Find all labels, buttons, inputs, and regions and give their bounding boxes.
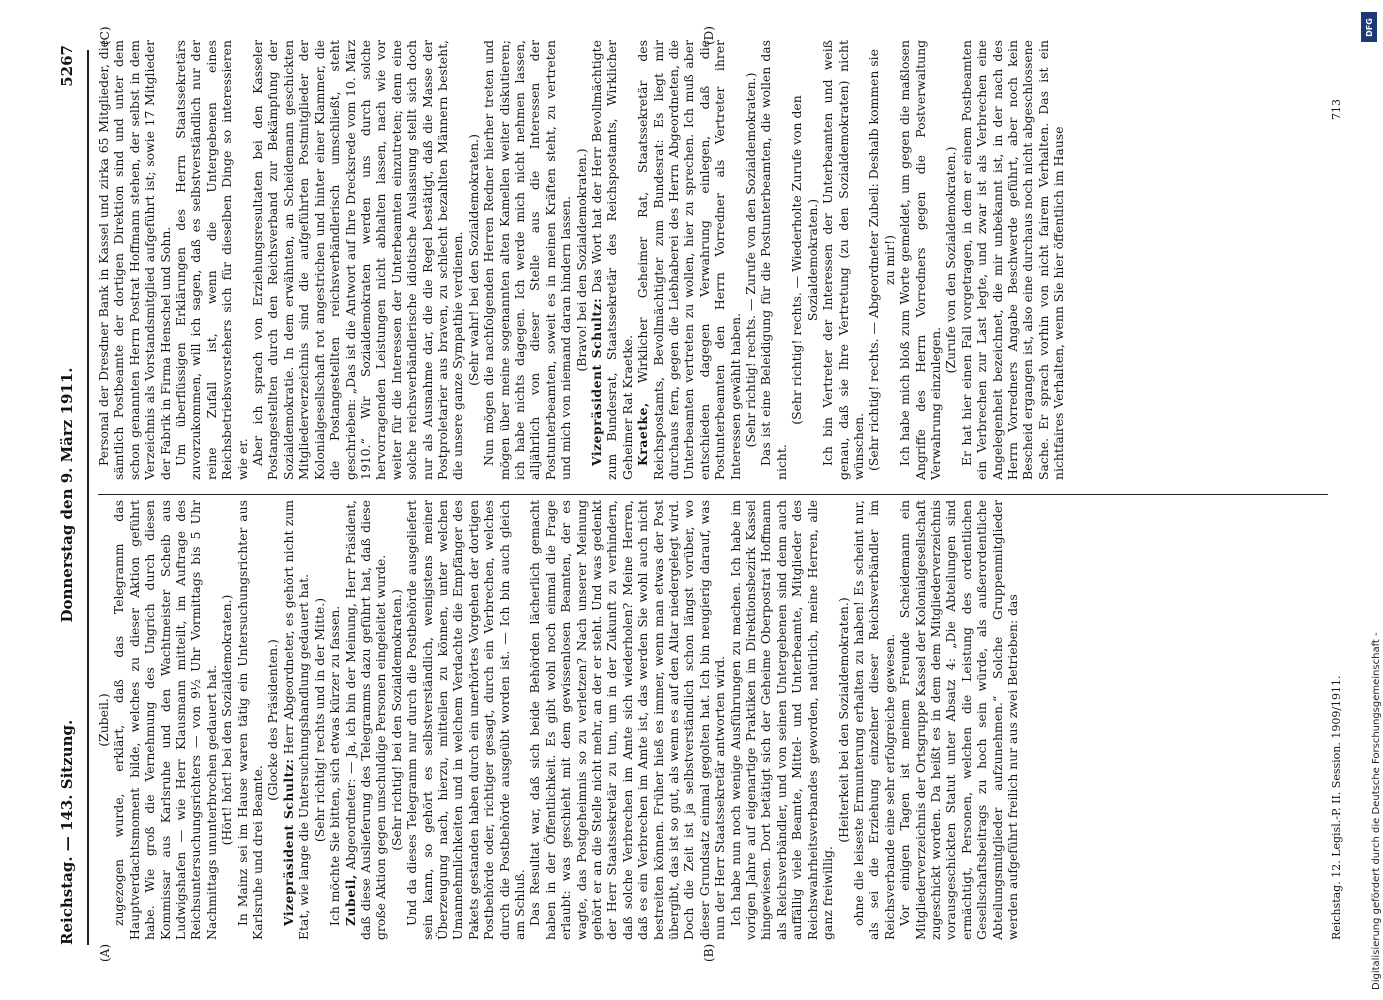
interjection: (Heiterkeit bei den Sozialdemokraten.) — [835, 597, 851, 843]
interjection: (Sehr richtig! rechts. — Abgeordneter Zubeil: Deshalb kommen sie zu mir!) — [866, 49, 897, 471]
speaker-paragraph — [281, 500, 312, 940]
speech-text: Herr Abgeordneter, es gehört nicht zum Etat, wie lange die Untersuchungshandlung gedauert hat. — [280, 500, 312, 940]
footer-legislature: Reichstag. 12. Legisl.-P. II. Session. 1909/1911. — [1330, 675, 1343, 940]
margin-marker-c: (C) — [98, 26, 112, 45]
margin-marker-a: (A) — [98, 943, 112, 962]
interjection: (Zurufe von den Sozialdemokraten.) — [943, 146, 959, 374]
paragraph: Um überflüssigen Erklärungen des Herrn Staatssekretärs zuvorzukommen, will ich sagen, daß es selbstverständlich nur der reine Zufall ist, wenn die Untergebenen eines Reichsbetriebsvorstehers sich für dieselben Dinge so interessieren wie er. — [173, 40, 250, 480]
footer-sheet-number: 713 — [1330, 99, 1343, 120]
header-session: Reichstag. — 143. Sitzung. — [58, 719, 76, 945]
speaker-name: Kraetke, — [635, 402, 651, 466]
speech-text: Abgeordneter: — Ja, ich bin der Meinung, Herr Präsident, daß diese Auslieferung des Telegramms dazu geführt hat, daß diese große Aktion gegen unschuldige Personen eingeleitet wurde. — [342, 500, 389, 940]
interjection: (Sehr richtig! rechts. — Wiederholte Zurufe von den Sozialdemokraten.) — [789, 95, 820, 425]
digitization-note-text: Digitalisierung gefördert durch die Deutsche Forschungsgemeinschaft - — [1371, 632, 1382, 990]
interjection: (Bravo! bei den Sozialdemokraten.) — [573, 148, 589, 372]
paragraph: In Mainz sei im Hause waren tätig ein Untersuchungsrichter aus Karlsruhe und drei Beamte. — [234, 500, 266, 940]
digitization-note — [1353, 10, 1382, 990]
speaker-paragraph — [589, 40, 635, 480]
speaker-name: Vizepräsident Schultz: — [589, 297, 604, 466]
header-date: Donnerstag den 9. März 1911. — [58, 367, 76, 623]
interjection: (Sehr richtig! rechts und in der Mitte.) — [311, 597, 327, 843]
paragraph: Das ist eine Beleidigung für die Postunterbeamten, die wollen das nicht. — [758, 40, 789, 480]
paragraph: Nun mögen die nachfolgenden Herren Redner hierher treten und mögen über meine sogenannten alten Kamellen weiter diskutieren; ich habe nichts dagegen. Ich werde mich nicht nehmen lassen, alljährlich von dieser Stelle aus die Interessen der Postunterbeamten, soweit es in meinen Kräften steht, zu vertreten und mich von niemand daran hindern lassen. — [481, 40, 574, 480]
interjection: (Sehr richtig! rechts. — Zurufe von den Sozialdemokraten.) — [743, 72, 759, 448]
paragraph: Das Resultat war, daß sich beide Behörden lächerlich gemacht haben in der Öffentlichkeit. Es gibt wohl noch einmal die Frage erlaubt: was geschieht mit dem gewissenlosen Beamten, der es wagte, das Postgeheimnis so zu verletzen? Nach unserer Meinung gehört er an die Stelle nicht mehr, an der er steht. Und was gedenkt der Herr Staatssekretär zu tun, um in der Zukunft zu verhindern, daß solche Verbrechen im Amte sich wiederholen? Meine Herren, daß es ein Verbrechen im Amte ist, das werden Sie wohl auch nicht bestreiten können. Früher hieß es immer, wenn man etwas der Post übergibt, das ist so gut, als wenn es auf den Altar niedergelegt wird. Doch die Zeit ist ja selbstverständlich schon längst vorüber, wo dieser Grundsatz einmal gegolten hat. Ich bin neugierig darauf, was nun der Herr Staatssekretär antworten wird. — [527, 500, 728, 940]
column-divider — [98, 494, 1328, 495]
paragraph: Und da dieses Telegramm nur durch die Postbehörde ausgeliefert sein kann, so gehört es selbstverständlich, wenigstens meiner Überzeugung nach, hierzu, mitteilen zu können, unter welchen Umannehmlichkeiten und in welchem Verdachte die Empfänger des Pakets gestanden haben durch ein unerhörtes Vorgehen der dortigen Postbehörde oder, richtiger gesagt, durch ein Verbrechen, welches durch die Postbehörde ausgeübt worden ist. — Ich bin auch gleich am Schluß. — [404, 500, 527, 940]
paragraph: Ich bin Vertreter der Interessen der Unterbeamten und weiß genau, daß sie Ihre Vertretung (zu den Sozialdemokraten) nicht wünschen. — [820, 40, 866, 480]
paragraph: Vor einigen Tagen ist meinem Freunde Scheidemann ein Mitgliederverzeichnis der Ortsgruppe Kassel der Kolonialgesellschaft zugeschickt worden. Da heißt es in dem dem Mitgliederverzeichnis vorausgeschickten Statut unter Absatz 4: „Die Abteilungen sind ermächtigt, Personen, welchen die Leistung des ordentlichen Gesellschaftsbeitrags zu hoch sein würde, als außerordentliche Abteilungsmitglieder aufzunehmen.“ Solche Gruppenmitglieder werden aufgeführt freilich nur aus zwei Betrieben: das — [897, 500, 1020, 940]
speech-text: Wirklicher Geheimer Rat, Staatssekretär des Reichspostamts, Bevollmächtigter zum Bundesrat: Es liegt mir durchaus fern, gegen die Liebhaberei des Herrn Abgeordneten, die Unterbeamten vertreten zu wollen, hier zu sprechen. Ich muß aber entschieden dagegen Verwahrung einlegen, daß die Postunterbeamten den Herrn Vorredner als Vertreter ihrer Interessen gewählt haben. — [635, 40, 743, 480]
speaker-name: Zubeil, — [342, 874, 358, 926]
page-header — [52, 45, 84, 945]
right-column — [96, 40, 1326, 480]
paragraph: Ich habe mich bloß zum Worte gemeldet, um gegen die maßlosen Angriffe des Herrn Vorredners gegen die Postverwaltung Verwahrung einzulegen. — [897, 40, 943, 480]
paragraph: Er hat hier einen Fall vorgetragen, in dem er einem Postbeamten ein Verbrechen zur Last legte, und zwar ist als Verbrechen eine Angelegenheit bezeichnet, die mir unbekannt ist, in der nach des Herrn Vorredners Angabe Beschwerde geführt, aber noch kein Bescheid ergangen ist, also eine durchaus noch nicht abgeschlossene Sache. Er sprach vorhin von nicht fairem Verhalten. Das ist ein nichtfaires Verhalten, wenn Sie hier öffentlich im Hause — [958, 40, 1067, 480]
margin-marker-b: (B) — [702, 943, 716, 962]
interjection: (Glocke des Präsidenten.) — [265, 639, 281, 801]
margin-marker-d: (D) — [702, 26, 716, 45]
paragraph: ohne die leiseste Ermunterung erhalten zu haben! Es scheint nur, als sei die Erziehung einzelner dieser Reichsverbändler im Reichsverbande eine sehr erfolgreiche gewesen. — [850, 500, 897, 940]
paragraph: Personal der Dresdner Bank in Kassel und zirka 65 Mitglieder, die sämtlich Postbeamte der dortigen Direktion sind und unter dem schon genannten Herrn Postrat Hoffmann stehen, der selbst in dem Verzeichnis als Vorstandsmitglied aufgeführt ist; sowie 17 Mitglieder der Fabrik in Firma Henschel und Sohn. — [96, 40, 173, 480]
speaker-paragraph — [635, 40, 743, 480]
interjection: (Sehr wahr! bei den Sozialdemokraten.) — [465, 134, 481, 386]
dfg-logo-text: DFG — [1364, 17, 1374, 37]
speaker-paragraph — [343, 500, 389, 940]
interjection: (Hört! hört! bei den Sozialdemokraten.) — [219, 594, 235, 846]
paragraph: zugezogen wurde, erklärt, daß das Telegramm das Hauptverdachtsmoment bilde, welches zu dieser Aktion geführt habe. Wie groß die Vernehmung des Ungrich durch diesen Kommissar aus Karlsruhe und den Wachtmeister Scheib aus Ludwigshafen — wie Herr Klausmann mitteilt, im Auftrage des Reichsuntersuchungsrichters — von 9½ Uhr Vormittags bis 5 Uhr Nachmittags ununterbrochen gedauert hat. — [111, 500, 219, 940]
header-rule — [87, 50, 89, 945]
paragraph: Aber ich sprach von Erziehungsresultaten bei den Kasseler Postangestellten durch den Reichsverband zur Bekämpfung der Sozialdemokratie. In dem erwähnten, an Scheidemann geschickten Mitgliederverzeichnis sind die aufgeführten Postmitglieder der Kolonialgesellschaft rot angestrichen und hinter einer Klammer, die die Postangestellten reichsverbändlerisch umschließt, steht geschrieben: „Das ist die Antwort auf Ihre Drecksrede vom 10. März 1910.“ Wir Sozialdemokraten werden uns durch solche hervorragenden Leistungen nicht abhalten lassen, nach wie vor weiter für die Interessen der Unterbeamten einzutreten; denn eine solche reichsverbändlerische idiotische Auslassung stellt sich doch nur als Ausnahme dar, die die Regel bestätigt, daß die Masse der Postproletarier aus braven, zu schlecht bezahlten Männern besteht, die unsere ganze Sympathie verdienen. — [250, 40, 466, 480]
interjection: (Zubeil.) — [96, 693, 111, 747]
left-column — [96, 500, 1326, 940]
paragraph: Ich möchte Sie bitten, sich etwas kürzer zu fassen. — [327, 605, 343, 926]
speaker-name: Vizepräsident Schultz: — [280, 758, 296, 926]
paragraph: Ich habe nun noch wenige Ausführungen zu machen. Ich habe im vorigen Jahre auf eigenartige Praktiken im Direktionsbezirk Kassel hingewiesen. Dort betätigt sich der Geheime Oberpostrat Hoffmann als Reichsverbändler, und von seinen Untergebenen sind denn auch auffällig viele Beamte, Mittel- und Unterbeamte, Mitglieder des Reichswahrheitsverbandes geworden, natürlich, meine Herren, alle ganz freiwillig. — [727, 500, 836, 940]
speech-text: Das Wort hat der Herr Bevollmächtigte zum Bundesrat, Staatssekretär des Reichspostamts, Wirklicher Geheimer Rat Kraetke. — [589, 40, 635, 480]
header-page-number: 5267 — [58, 45, 76, 87]
interjection: (Sehr richtig! bei den Sozialdemokraten.) — [388, 589, 404, 851]
